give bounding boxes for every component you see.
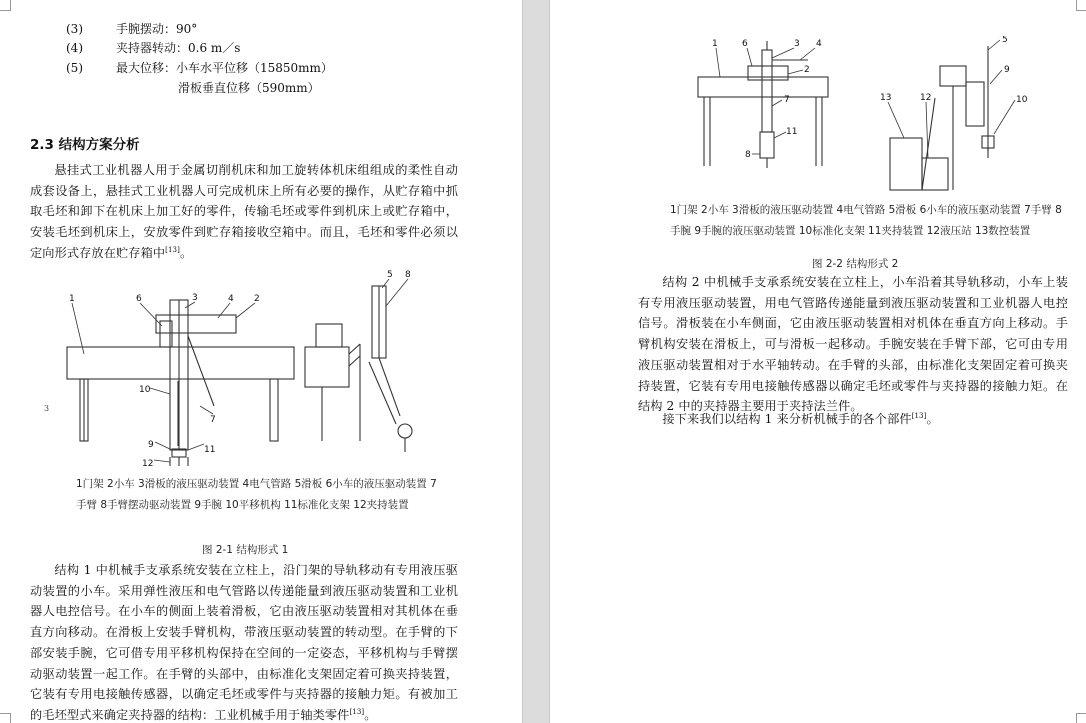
callout: 9: [1004, 65, 1010, 75]
callout: 5: [387, 270, 393, 280]
param-text: 夹持器转动：0.6 m／s: [116, 41, 241, 55]
citation: [13]: [165, 245, 180, 254]
param-number: (4): [66, 41, 83, 55]
page-gutter: [522, 0, 550, 723]
citation: [13]: [911, 411, 927, 420]
callout: 7: [784, 95, 790, 105]
citation: [13]: [349, 707, 365, 716]
param-item: [66, 59, 333, 77]
side-view-drawing: [305, 286, 412, 452]
next-paragraph: 接下来我们以结构 1 来分析机械手的各个部件[13]。: [662, 411, 939, 426]
structure-1-paragraph: 结构 1 中机械手支承系统安装在立柱上，沿门架的导轨移动有专用液压驱动装置的小车。采用弹性液压和电气管路以传递能量到液压驱动装置和工业机器人电控信号。在小车的侧面上装着滑板，它由液压驱动装置相对其机体在垂直方向移动。在滑板上安装手臂机构，带液压驱动装置的转动型。在手臂的下部安装手腕，它可借专用平移机构保持在空间的一定姿态，平移机构与手臂摆动驱动装置一起工作。在手臂的头部中，由标准化支架固定着可换夹持装置，它装有专用电接触传感器，以确定毛坯或零件与夹持器的接触力矩。有被加工的毛坯型式来确定夹持器的结构：工业机械手用于轴类零件[13]。: [30, 563, 458, 722]
next-text: 接下来我们以结构 1 来分析机械手的各个部件: [662, 412, 912, 426]
callout: 9: [148, 440, 154, 450]
callout: 10: [1016, 95, 1028, 105]
callout: 3: [192, 293, 198, 303]
callout: 10: [139, 385, 151, 395]
crop-mark: [0, 0, 11, 11]
callout: 6: [742, 39, 748, 49]
callout: 11: [204, 445, 216, 455]
figure-1-caption: 图 2-1 结构形式 1: [202, 544, 289, 556]
callout: 1: [712, 39, 718, 49]
param-item: [66, 20, 197, 38]
callout: 13: [880, 93, 892, 103]
part-labels: [712, 36, 1028, 160]
callout: 11: [786, 127, 798, 137]
callout: 3: [794, 39, 800, 49]
figure-2-caption: 图 2-2 结构形式 2: [812, 258, 899, 270]
callout: 12: [920, 93, 932, 103]
figure-structure-1: [60, 266, 440, 472]
document-page-right: [550, 0, 1086, 723]
figure-structure-2: [690, 36, 1070, 200]
structure-1-text: 结构 1 中机械手支承系统安装在立柱上，沿门架的导轨移动有专用液压驱动装置的小车。采用弹性液压和电气管路以传递能量到液压驱动装置和工业机器人电控信号。在小车的侧面上装着滑板，它由液压驱动装置相对其机体在垂直方向移动。在滑板上安装手臂机构，带液压驱动装置的转动型。在手臂的下部安装手腕，它可借专用平移机构保持在空间的一定姿态，平移机构与手臂摆动驱动装置一起工作。在手臂的头部中，由标准化支架固定着可换夹持装置，它装有专用电接触传感器，以确定毛坯或零件与夹持器的接触力矩。有被加工的毛坯型式来确定夹持器的结构：工业机械手用于轴类零件: [30, 563, 458, 722]
side-view-drawing: [890, 46, 994, 190]
margin-mark: 3: [44, 404, 50, 413]
callout: 5: [1002, 36, 1008, 45]
crop-mark: [1076, 0, 1086, 11]
structure-2-paragraph: 结构 2 中机械手支承系统安装在立柱上，小车沿着其导轨移动，小车上装有专用液压驱动装置，用电气管路传递能量到液压驱动装置和工业机器人电控信号。滑板装在小车侧面，它由液压驱动装置相对机体在垂直方向上移动。手臂机构安装在滑板上，可与滑板一起移动。手腕安装在手臂下部，它可由专用液压驱动装置相对于水平轴转动。在手臂的头部，由标准化支架固定着可换夹持装置，它装有专用电接触传感器以确定毛坯或零件与夹持器的接触力矩。在结构 2 中的夹持器主要用于夹持法兰件。: [638, 275, 1068, 414]
callout: 1: [69, 294, 75, 304]
intro-paragraph: 悬挂式工业机器人用于金属切削机床和加工旋转体机床组组成的柔性自动成套设备上，悬挂式工业机器人可完成机床上所有必要的操作，从贮存箱中抓取毛坯和卸下在机床上加工好的零件，传输毛坯或零件到机床上或贮存箱中，安装毛坯到机床上，安放零件到贮存箱接收空箱中。而且，毛坯和零件必须以定向形式存放在贮存箱中[13]。: [30, 163, 458, 260]
param-number: (5): [66, 61, 83, 75]
callout: 8: [745, 150, 751, 160]
callout: 2: [804, 65, 810, 75]
callout: 8: [405, 270, 411, 280]
param-number: (3): [66, 22, 83, 36]
intro-text: 悬挂式工业机器人用于金属切削机床和加工旋转体机床组组成的柔性自动成套设备上，悬挂式工业机器人可完成机床上所有必要的操作，从贮存箱中抓取毛坯和卸下在机床上加工好的零件，传输毛坯或零件到机床上或贮存箱中，安装毛坯到机床上，安放零件到贮存箱接收空箱中。而且，毛坯和零件必须以定向形式存放在贮存箱中: [30, 163, 458, 260]
gantry-drawing: [67, 300, 294, 466]
callout: 4: [816, 39, 822, 49]
param-text: 最大位移：小车水平位移（15850mm）: [116, 61, 333, 75]
crop-mark: [0, 713, 11, 723]
callout: 12: [142, 459, 154, 469]
param-item: [66, 39, 240, 57]
callout: 6: [136, 294, 142, 304]
figure-1-legend: 1门架 2小车 3滑板的液压驱动装置 4电气管路 5滑板 6小车的液压驱动装置 7手臂 8手臂摆动驱动装置 9手腕 10平移机构 11标准化支架 12夹持装置: [76, 478, 437, 511]
callout: 4: [228, 294, 234, 304]
callout: 2: [254, 294, 260, 304]
param-text: 手腕摆动：90°: [116, 22, 198, 36]
section-heading: 2.3 结构方案分析: [30, 137, 140, 153]
param-continuation: 滑板垂直位移（590mm）: [178, 81, 320, 95]
figure-2-legend: 1门架 2小车 3滑板的液压驱动装置 4电气管路 5滑板 6小车的液压驱动装置 7手臂 8手腕 9手腕的液压驱动装置 10标准化支架 11夹持装置 12液压站 13数控装置: [670, 204, 1062, 237]
callout: 7: [210, 415, 216, 425]
crop-mark: [1076, 713, 1086, 723]
document-page-left: [0, 0, 522, 723]
